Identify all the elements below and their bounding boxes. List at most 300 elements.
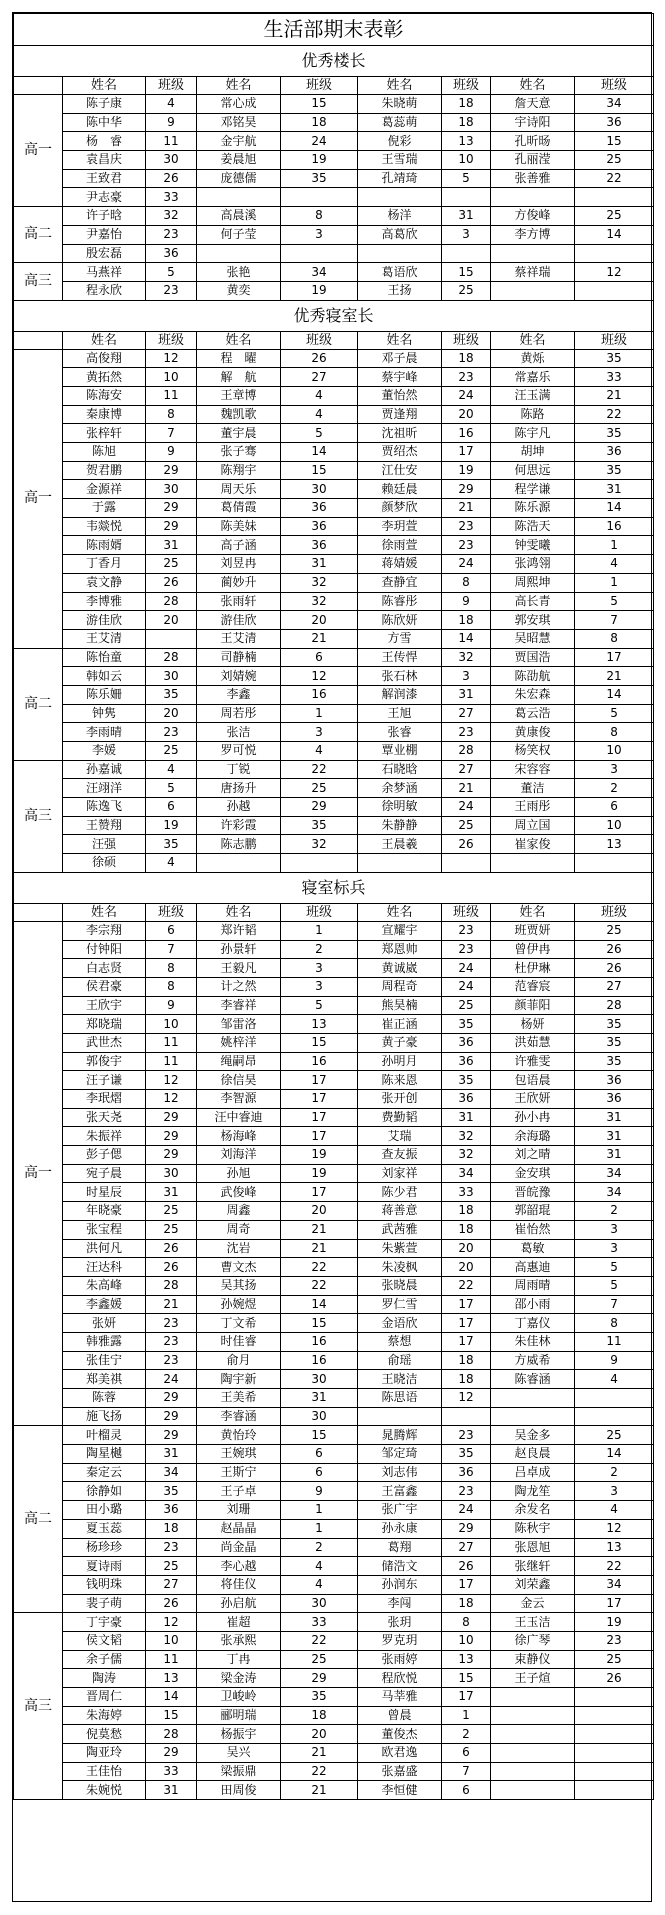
class-cell: 17 — [281, 1071, 358, 1090]
name-cell: 李博雅 — [63, 592, 146, 611]
class-cell: 31 — [575, 480, 654, 499]
class-cell: 3 — [575, 760, 654, 779]
name-cell: 徐静如 — [63, 1482, 146, 1501]
table-row — [14, 760, 654, 779]
class-cell: 7 — [575, 1295, 654, 1314]
name-cell: 袁昌庆 — [63, 151, 146, 170]
name-cell: 马燕祥 — [63, 263, 146, 282]
class-cell: 17 — [575, 1594, 654, 1613]
class-cell: 8 — [575, 629, 654, 648]
class-cell: 27 — [442, 760, 491, 779]
class-cell: 15 — [442, 1669, 491, 1688]
table-row — [14, 151, 654, 170]
class-header: 班级 — [281, 331, 358, 349]
name-cell: 杨笑权 — [491, 742, 575, 761]
class-cell: 29 — [146, 461, 197, 480]
class-cell: 17 — [281, 1183, 358, 1202]
name-cell: 江仕安 — [358, 461, 442, 480]
class-cell: 35 — [575, 349, 654, 368]
class-cell: 33 — [281, 1613, 358, 1632]
class-cell: 12 — [442, 1389, 491, 1408]
class-cell: 11 — [575, 1332, 654, 1351]
name-cell: 李睿祥 — [197, 996, 281, 1015]
class-cell: 21 — [281, 629, 358, 648]
name-cell: 彭子偲 — [63, 1146, 146, 1165]
name-cell: 孙越 — [197, 798, 281, 817]
name-cell: 曾伊冉 — [491, 940, 575, 959]
class-cell: 6 — [442, 1781, 491, 1800]
class-cell: 4 — [146, 854, 197, 873]
name-cell: 刘志伟 — [358, 1463, 442, 1482]
table-row — [14, 1258, 654, 1277]
class-cell: 17 — [442, 1332, 491, 1351]
class-cell: 16 — [575, 517, 654, 536]
table-row — [14, 854, 654, 873]
name-cell: 陈蓉 — [63, 1389, 146, 1408]
name-cell: 陶涛 — [63, 1669, 146, 1688]
class-cell: 12 — [146, 1071, 197, 1090]
class-cell: 15 — [281, 1426, 358, 1445]
name-cell — [491, 1706, 575, 1725]
name-cell — [491, 281, 575, 300]
class-cell: 22 — [281, 1762, 358, 1781]
class-cell: 22 — [281, 1631, 358, 1650]
class-cell: 4 — [575, 1501, 654, 1520]
name-cell: 程 曜 — [197, 349, 281, 368]
name-cell: 晋周仁 — [63, 1688, 146, 1707]
table-row — [14, 1669, 654, 1688]
class-cell: 36 — [575, 443, 654, 462]
class-cell: 17 — [281, 1127, 358, 1146]
table-row — [14, 1314, 654, 1333]
name-cell: 汪中睿迪 — [197, 1108, 281, 1127]
name-cell: 陈怡童 — [63, 648, 146, 667]
name-cell: 葛倩霞 — [197, 499, 281, 518]
name-cell: 武俊峰 — [197, 1183, 281, 1202]
class-cell: 25 — [575, 921, 654, 940]
table-row — [14, 1557, 654, 1576]
table-row — [14, 1575, 654, 1594]
table-row — [14, 1332, 654, 1351]
table-row — [14, 1407, 654, 1426]
class-cell: 23 — [442, 723, 491, 742]
name-cell: 杨 睿 — [63, 132, 146, 151]
class-cell: 21 — [442, 499, 491, 518]
name-cell: 年晓豪 — [63, 1202, 146, 1221]
name-cell: 高长青 — [491, 592, 575, 611]
section-title: 优秀寝室长 — [14, 300, 654, 331]
class-cell: 13 — [442, 132, 491, 151]
name-cell: 宋容容 — [491, 760, 575, 779]
class-cell: 31 — [442, 207, 491, 226]
table-row — [14, 1108, 654, 1127]
name-cell: 姜晨旭 — [197, 151, 281, 170]
table-row — [14, 1463, 654, 1482]
class-cell: 22 — [281, 760, 358, 779]
name-cell: 王致君 — [63, 169, 146, 188]
name-cell: 贾绍杰 — [358, 443, 442, 462]
name-cell: 张玥 — [358, 1613, 442, 1632]
name-cell: 武茜雅 — [358, 1220, 442, 1239]
class-cell: 19 — [281, 281, 358, 300]
class-cell: 36 — [281, 517, 358, 536]
class-cell — [575, 1762, 654, 1781]
class-cell: 10 — [442, 1631, 491, 1650]
name-cell: 郭韶琨 — [491, 1202, 575, 1221]
name-cell — [491, 854, 575, 873]
class-cell: 12 — [146, 349, 197, 368]
class-cell: 23 — [442, 517, 491, 536]
table-row — [14, 169, 654, 188]
name-cell — [491, 1389, 575, 1408]
table-row — [14, 1445, 654, 1464]
class-cell: 9 — [146, 996, 197, 1015]
name-cell: 张广宇 — [358, 1501, 442, 1520]
class-cell: 23 — [442, 921, 491, 940]
name-cell: 王晓洁 — [358, 1370, 442, 1389]
name-cell: 詹天意 — [491, 95, 575, 114]
class-cell: 16 — [281, 1332, 358, 1351]
class-cell: 35 — [281, 816, 358, 835]
class-cell: 4 — [146, 760, 197, 779]
name-cell: 宣耀宇 — [358, 921, 442, 940]
class-cell: 25 — [575, 151, 654, 170]
class-cell: 29 — [146, 499, 197, 518]
class-cell: 21 — [281, 1744, 358, 1763]
class-cell: 28 — [146, 592, 197, 611]
name-cell: 殷宏磊 — [63, 244, 146, 263]
name-cell: 贾国浩 — [491, 648, 575, 667]
name-cell: 侯文韬 — [63, 1631, 146, 1650]
name-cell: 郭安琪 — [491, 611, 575, 630]
class-header: 班级 — [442, 331, 491, 349]
name-cell: 汪强 — [63, 835, 146, 854]
name-cell: 刘荣鑫 — [491, 1575, 575, 1594]
class-header: 班级 — [146, 77, 197, 95]
name-cell: 宛子晨 — [63, 1164, 146, 1183]
name-cell: 余子儒 — [63, 1650, 146, 1669]
class-header: 班级 — [281, 903, 358, 921]
name-cell: 王欣妍 — [491, 1090, 575, 1109]
name-cell: 高俊翔 — [63, 349, 146, 368]
class-cell: 18 — [442, 611, 491, 630]
class-cell: 29 — [442, 480, 491, 499]
name-cell: 董宇晨 — [197, 424, 281, 443]
class-cell: 16 — [281, 1052, 358, 1071]
table-row — [14, 996, 654, 1015]
class-cell: 34 — [281, 263, 358, 282]
grade-label: 高一 — [14, 921, 63, 1426]
class-cell: 35 — [575, 1052, 654, 1071]
class-cell: 21 — [146, 1295, 197, 1314]
class-cell: 17 — [281, 1108, 358, 1127]
name-cell: 陈中华 — [63, 113, 146, 132]
class-cell: 32 — [281, 835, 358, 854]
class-cell: 10 — [146, 1015, 197, 1034]
name-cell: 朱振祥 — [63, 1127, 146, 1146]
class-cell: 6 — [146, 921, 197, 940]
class-cell: 2 — [442, 1725, 491, 1744]
name-cell: 孙景轩 — [197, 940, 281, 959]
name-cell: 陶龙笙 — [491, 1482, 575, 1501]
name-cell: 陈逸飞 — [63, 798, 146, 817]
name-cell: 熊昊楠 — [358, 996, 442, 1015]
table-row — [14, 405, 654, 424]
name-cell: 孙永康 — [358, 1519, 442, 1538]
class-cell: 36 — [146, 244, 197, 263]
class-cell: 32 — [281, 573, 358, 592]
name-cell: 王斯宁 — [197, 1463, 281, 1482]
name-header: 姓名 — [197, 903, 281, 921]
class-cell: 36 — [442, 1463, 491, 1482]
class-cell: 5 — [442, 169, 491, 188]
class-cell: 18 — [281, 1706, 358, 1725]
name-cell: 徐雨萱 — [358, 536, 442, 555]
class-cell: 29 — [146, 517, 197, 536]
name-cell — [491, 1744, 575, 1763]
table-row — [14, 132, 654, 151]
name-cell: 余梦涵 — [358, 779, 442, 798]
class-cell: 5 — [281, 996, 358, 1015]
name-cell: 徐信昊 — [197, 1071, 281, 1090]
name-cell: 郑晓瑞 — [63, 1015, 146, 1034]
name-cell: 李方博 — [491, 225, 575, 244]
table-row — [14, 1744, 654, 1763]
class-cell: 19 — [281, 1164, 358, 1183]
class-cell: 23 — [146, 1332, 197, 1351]
name-cell: 郑许韬 — [197, 921, 281, 940]
name-cell: 贾逢翔 — [358, 405, 442, 424]
class-cell: 4 — [281, 386, 358, 405]
name-cell — [358, 244, 442, 263]
name-cell: 葛云浩 — [491, 704, 575, 723]
class-cell: 13 — [281, 1015, 358, 1034]
class-cell: 35 — [575, 424, 654, 443]
name-cell: 张雨轩 — [197, 592, 281, 611]
class-cell: 28 — [146, 1276, 197, 1295]
name-cell: 钟雯曦 — [491, 536, 575, 555]
class-cell: 5 — [575, 704, 654, 723]
name-cell: 蔺妙升 — [197, 573, 281, 592]
name-cell: 崔正涵 — [358, 1015, 442, 1034]
class-cell: 17 — [442, 1295, 491, 1314]
name-cell: 李恒健 — [358, 1781, 442, 1800]
class-cell — [281, 244, 358, 263]
name-cell: 绳嗣昂 — [197, 1052, 281, 1071]
class-cell: 25 — [146, 1202, 197, 1221]
class-cell: 31 — [146, 1445, 197, 1464]
name-cell: 曾晨 — [358, 1706, 442, 1725]
name-cell: 侯君豪 — [63, 977, 146, 996]
name-cell: 高惠迪 — [491, 1258, 575, 1277]
name-header: 姓名 — [197, 77, 281, 95]
name-cell: 时星辰 — [63, 1183, 146, 1202]
name-cell: 金云 — [491, 1594, 575, 1613]
name-cell: 邓铭昊 — [197, 113, 281, 132]
table-row — [14, 461, 654, 480]
class-cell: 28 — [575, 996, 654, 1015]
name-cell: 张嘉盛 — [358, 1762, 442, 1781]
class-cell: 14 — [575, 685, 654, 704]
name-cell: 梁振鼎 — [197, 1762, 281, 1781]
name-cell: 金语欣 — [358, 1314, 442, 1333]
name-cell: 梁金涛 — [197, 1669, 281, 1688]
name-cell: 曹文杰 — [197, 1258, 281, 1277]
grade-label: 高三 — [14, 760, 63, 872]
name-cell: 许彩霞 — [197, 816, 281, 835]
class-cell: 19 — [442, 461, 491, 480]
table-row — [14, 1295, 654, 1314]
class-cell: 1 — [281, 1519, 358, 1538]
class-cell: 3 — [442, 225, 491, 244]
name-header: 姓名 — [358, 77, 442, 95]
name-cell: 邹雷洛 — [197, 1015, 281, 1034]
class-cell: 18 — [281, 113, 358, 132]
class-cell — [442, 244, 491, 263]
name-cell: 黄怡玲 — [197, 1426, 281, 1445]
class-header: 班级 — [575, 903, 654, 921]
honor-document — [12, 12, 652, 1902]
table-row — [14, 1688, 654, 1707]
table-row — [14, 667, 654, 686]
name-cell: 罗可悦 — [197, 742, 281, 761]
table-row — [14, 1071, 654, 1090]
name-cell: 陈乐源 — [491, 499, 575, 518]
table-row — [14, 1220, 654, 1239]
class-cell: 36 — [442, 1052, 491, 1071]
name-cell: 吴其扬 — [197, 1276, 281, 1295]
table-row — [14, 1389, 654, 1408]
name-cell: 刘婧婉 — [197, 667, 281, 686]
name-cell: 陈少君 — [358, 1183, 442, 1202]
name-cell: 晁腾辉 — [358, 1426, 442, 1445]
class-cell: 29 — [146, 1127, 197, 1146]
class-cell — [575, 1389, 654, 1408]
name-header: 姓名 — [197, 331, 281, 349]
class-cell: 25 — [575, 1650, 654, 1669]
name-cell: 颜菲阳 — [491, 996, 575, 1015]
name-cell — [491, 1407, 575, 1426]
name-cell: 朱凌枫 — [358, 1258, 442, 1277]
name-cell: 崔超 — [197, 1613, 281, 1632]
class-cell: 29 — [146, 1389, 197, 1408]
name-cell: 陈志鹏 — [197, 835, 281, 854]
name-cell: 沈岩 — [197, 1239, 281, 1258]
name-cell: 赵晶晶 — [197, 1519, 281, 1538]
class-cell: 33 — [146, 188, 197, 207]
name-cell: 李宗翔 — [63, 921, 146, 940]
name-cell: 包语晨 — [491, 1071, 575, 1090]
name-cell: 尹嘉怡 — [63, 225, 146, 244]
name-cell: 黄康俊 — [491, 723, 575, 742]
name-header: 姓名 — [358, 903, 442, 921]
name-cell: 金宇航 — [197, 132, 281, 151]
name-cell: 方雪 — [358, 629, 442, 648]
class-cell: 23 — [442, 536, 491, 555]
name-cell: 朱静静 — [358, 816, 442, 835]
class-cell: 25 — [281, 1650, 358, 1669]
name-cell: 洪何凡 — [63, 1239, 146, 1258]
name-cell: 唐扬升 — [197, 779, 281, 798]
name-cell: 朱晓萌 — [358, 95, 442, 114]
class-cell: 23 — [146, 281, 197, 300]
class-cell: 3 — [281, 959, 358, 978]
class-cell: 31 — [575, 1146, 654, 1165]
name-cell: 孔丽滢 — [491, 151, 575, 170]
name-cell: 洪茹慧 — [491, 1033, 575, 1052]
name-cell: 颜梦欣 — [358, 499, 442, 518]
name-cell: 沈祖昕 — [358, 424, 442, 443]
name-cell: 吴兴 — [197, 1744, 281, 1763]
name-cell: 汪翊洋 — [63, 779, 146, 798]
class-cell: 3 — [281, 225, 358, 244]
name-cell: 蔡想 — [358, 1332, 442, 1351]
class-cell: 1 — [281, 921, 358, 940]
class-cell: 31 — [442, 1108, 491, 1127]
class-cell: 34 — [575, 1164, 654, 1183]
name-cell: 高子涵 — [197, 536, 281, 555]
class-cell: 22 — [575, 405, 654, 424]
name-cell: 王章博 — [197, 386, 281, 405]
name-cell: 范睿宸 — [491, 977, 575, 996]
table-row — [14, 1613, 654, 1632]
class-cell: 4 — [281, 742, 358, 761]
name-cell: 邵小雨 — [491, 1295, 575, 1314]
table-row — [14, 1015, 654, 1034]
class-cell — [146, 629, 197, 648]
class-cell: 10 — [442, 151, 491, 170]
name-cell: 王晨羲 — [358, 835, 442, 854]
class-cell: 17 — [442, 1575, 491, 1594]
table-row — [14, 1631, 654, 1650]
class-cell: 3 — [442, 667, 491, 686]
table-row — [14, 368, 654, 387]
name-cell: 张天尧 — [63, 1108, 146, 1127]
class-cell: 17 — [442, 1688, 491, 1707]
name-cell: 陈欣妍 — [358, 611, 442, 630]
class-cell: 30 — [146, 151, 197, 170]
name-cell: 陈来恩 — [358, 1071, 442, 1090]
name-cell — [197, 244, 281, 263]
table-row — [14, 592, 654, 611]
name-cell: 韦燚悦 — [63, 517, 146, 536]
class-cell — [575, 1744, 654, 1763]
name-cell: 朱宏森 — [491, 685, 575, 704]
class-cell: 35 — [442, 1015, 491, 1034]
class-cell: 10 — [575, 742, 654, 761]
name-cell: 武世杰 — [63, 1033, 146, 1052]
class-cell: 33 — [575, 368, 654, 387]
name-header: 姓名 — [491, 331, 575, 349]
name-cell: 秦定云 — [63, 1463, 146, 1482]
table-row — [14, 1370, 654, 1389]
class-cell: 26 — [281, 349, 358, 368]
section-title: 优秀楼长 — [14, 46, 654, 77]
class-cell: 25 — [442, 281, 491, 300]
name-cell: 陈乐姍 — [63, 685, 146, 704]
name-cell: 方俊峰 — [491, 207, 575, 226]
class-cell: 14 — [442, 629, 491, 648]
name-cell: 朱高峰 — [63, 1276, 146, 1295]
name-cell: 杨珍珍 — [63, 1538, 146, 1557]
class-cell: 32 — [442, 648, 491, 667]
class-cell: 13 — [575, 1538, 654, 1557]
table-row — [14, 349, 654, 368]
name-cell: 将佳仪 — [197, 1575, 281, 1594]
table-row — [14, 977, 654, 996]
name-cell: 张恩旭 — [491, 1538, 575, 1557]
class-cell: 24 — [442, 977, 491, 996]
